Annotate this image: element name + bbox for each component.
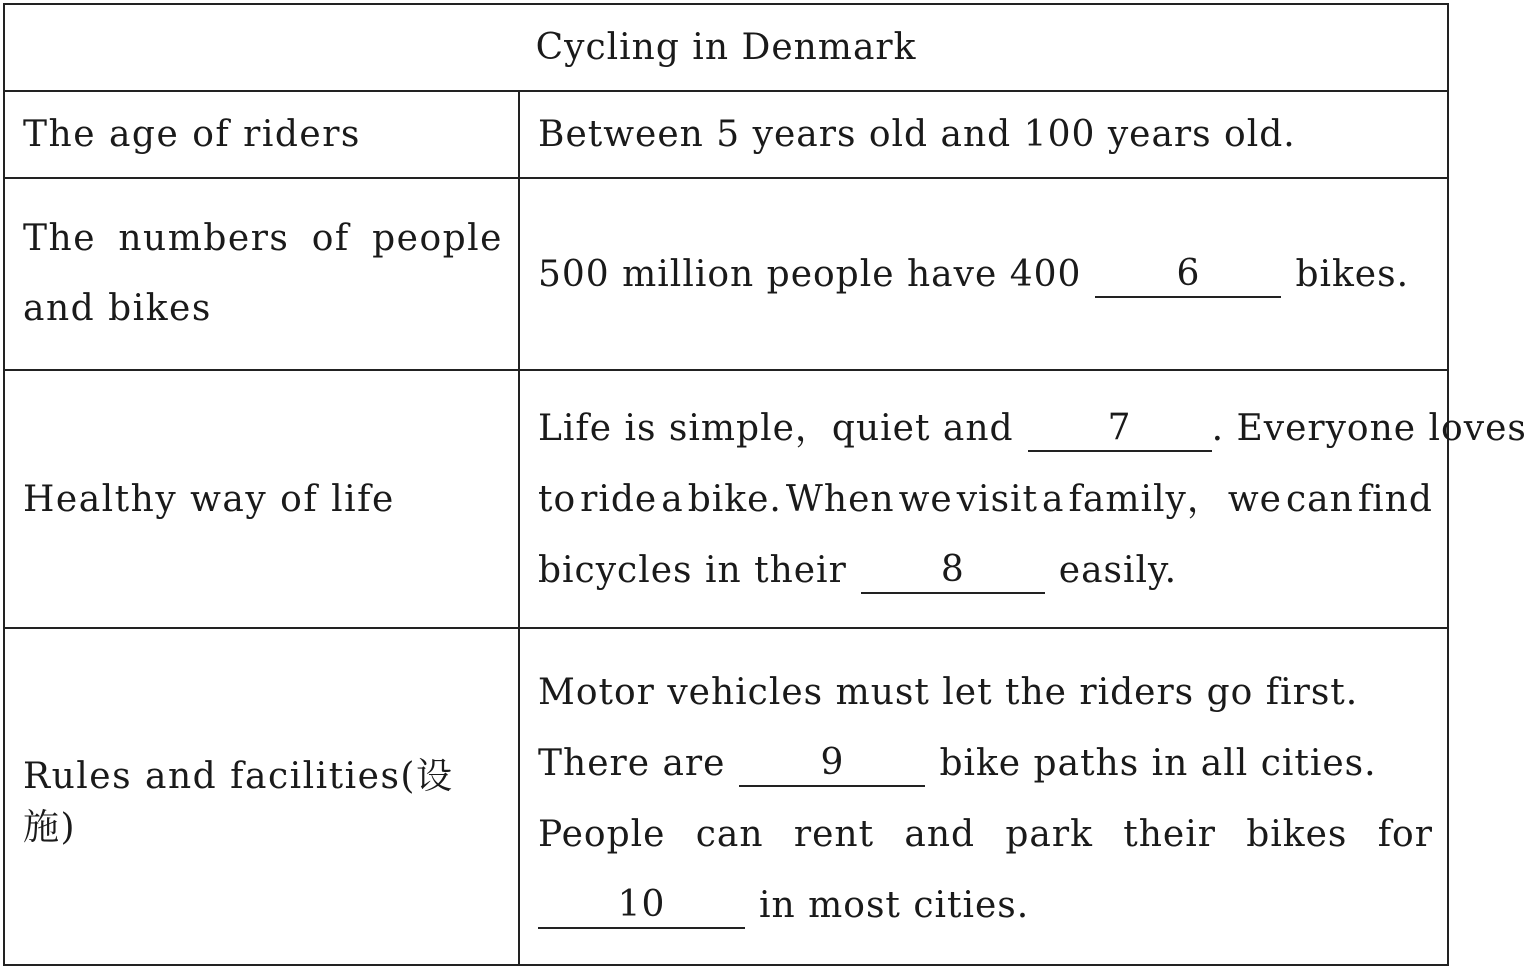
numbers-text-before: 500 million people have 400 — [538, 253, 1082, 295]
word: find — [1357, 478, 1433, 520]
table-title-row — [5, 5, 1447, 92]
word: and — [904, 813, 976, 855]
numbers-text-line — [538, 239, 1433, 310]
table-title: Cycling in Denmark — [535, 27, 917, 68]
row-content-age — [538, 92, 1433, 177]
healthy-line3-after: easily. — [1058, 549, 1178, 591]
answer-blank-10[interactable]: 10 — [538, 883, 745, 929]
word: When — [785, 478, 895, 520]
rules-line2-after: bike paths in all cities. — [939, 742, 1377, 784]
word: can — [695, 813, 764, 855]
row-content-healthy — [538, 371, 1527, 627]
word: for — [1377, 813, 1433, 855]
word: a — [1042, 478, 1065, 520]
answer-blank-7[interactable]: 7 — [1028, 406, 1212, 452]
worksheet-table — [3, 3, 1527, 966]
answer-blank-9[interactable]: 9 — [739, 741, 925, 787]
word: park — [1005, 813, 1093, 855]
row-label-age: The age of riders — [23, 114, 361, 155]
numbers-text-after: bikes. — [1295, 253, 1410, 295]
healthy-line1-after: . Everyone loves — [1211, 407, 1527, 449]
rules-line2 — [538, 728, 1433, 799]
word: ride — [580, 478, 658, 520]
label-word: people — [372, 218, 503, 259]
table-row-rules — [5, 629, 1447, 968]
healthy-line3-before: bicycles in their — [538, 549, 847, 591]
row-label-healthy: Healthy way of life — [23, 478, 395, 520]
label-word: The — [23, 218, 97, 259]
rules-line3 — [538, 799, 1433, 870]
table-row-age — [5, 92, 1447, 179]
word: to — [538, 478, 577, 520]
word: bikes — [1246, 813, 1348, 855]
answer-blank-8[interactable]: 8 — [861, 548, 1045, 594]
numbers-label-line2: and bikes — [23, 288, 212, 329]
word: bike. — [687, 478, 782, 520]
word: visit — [956, 478, 1039, 520]
word: family， — [1068, 478, 1224, 520]
answer-blank-6[interactable]: 6 — [1095, 252, 1281, 298]
word: a — [661, 478, 684, 520]
row-label-numbers — [23, 179, 503, 369]
row-content-rules — [538, 629, 1433, 968]
rules-line2-before: There are — [538, 742, 726, 784]
row-label-rules: Rules and facilities(设施) — [23, 755, 454, 848]
row-content-numbers — [538, 179, 1433, 369]
word: can — [1285, 478, 1354, 520]
healthy-line3 — [538, 535, 1433, 606]
healthy-line1-before: Life is simple，quiet and — [538, 407, 1014, 449]
rules-line4-after: in most cities. — [759, 884, 1030, 926]
table-row-healthy — [5, 371, 1527, 629]
word: People — [538, 813, 666, 855]
word: their — [1123, 813, 1216, 855]
table-row-numbers — [5, 179, 1447, 371]
word: we — [1227, 478, 1282, 520]
numbers-label-line1 — [23, 204, 503, 274]
healthy-line2 — [538, 464, 1433, 535]
rules-line4 — [538, 870, 1433, 941]
rules-line1: Motor vehicles must let the riders go first. — [538, 671, 1359, 713]
word: we — [898, 478, 953, 520]
word: rent — [793, 813, 875, 855]
label-word: numbers — [118, 218, 290, 259]
healthy-line1 — [538, 393, 1527, 464]
label-word: of — [311, 218, 350, 259]
age-text: Between 5 years old and 100 years old. — [538, 114, 1296, 155]
